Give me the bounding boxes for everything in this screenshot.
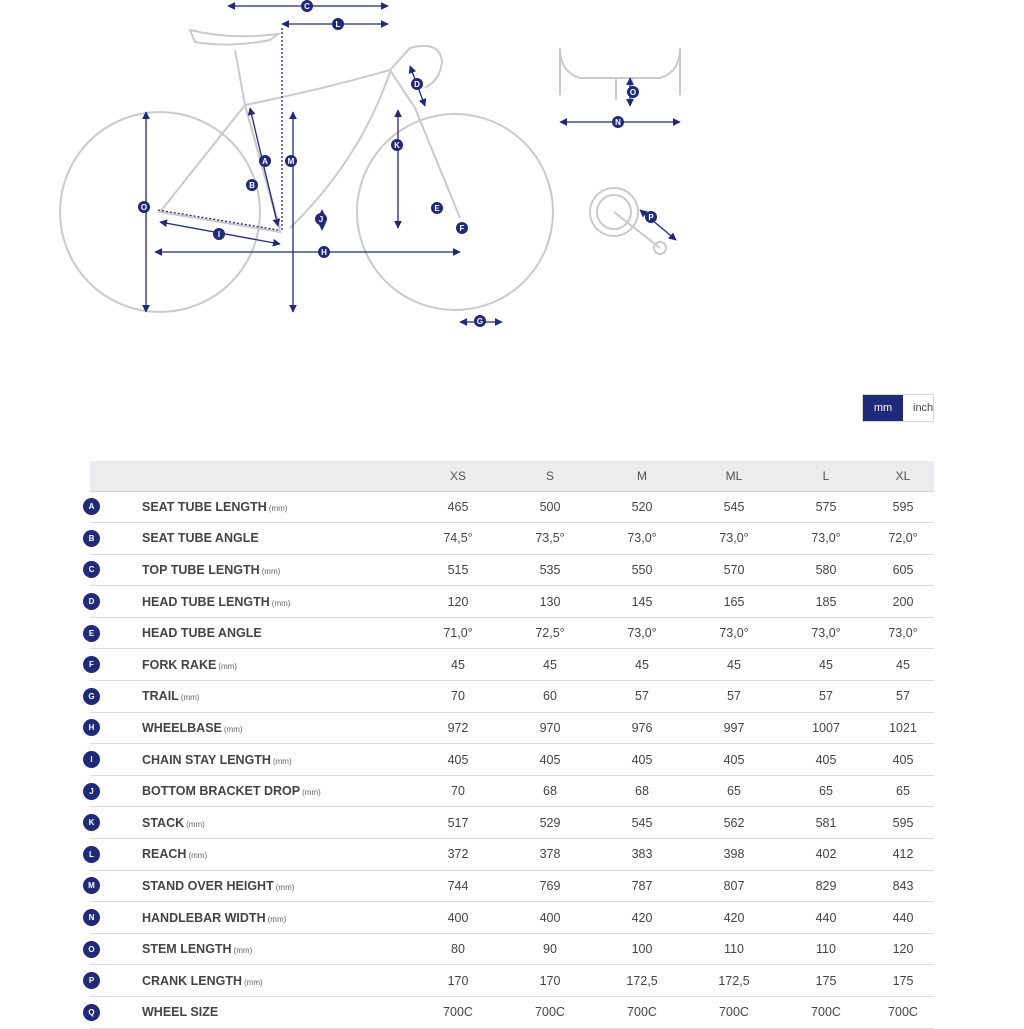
value-cell-xs: 405	[412, 744, 504, 776]
value-cell-m: 145	[596, 586, 688, 618]
table-row	[90, 744, 934, 776]
value-cell-m: 172,5	[596, 965, 688, 997]
header-blank	[90, 461, 142, 491]
unit-mm-button[interactable]: mm	[863, 395, 903, 421]
value-cell-ml: 700C	[688, 997, 780, 1029]
value-cell-l: 402	[780, 839, 872, 871]
row-name: STAND OVER HEIGHT	[142, 878, 274, 893]
row-name-cell	[142, 933, 412, 965]
value-cell-xl: 412	[872, 839, 934, 871]
value-cell-m: 100	[596, 933, 688, 965]
size-header-row	[90, 461, 934, 491]
row-letter-cell	[90, 491, 142, 523]
row-letter-cell	[90, 554, 142, 586]
row-name: HEAD TUBE ANGLE	[142, 626, 262, 641]
table-row	[90, 523, 934, 555]
value-cell-xs: 120	[412, 586, 504, 618]
row-name: TRAIL	[142, 689, 179, 704]
value-cell-s: 970	[504, 712, 596, 744]
row-name-cell	[142, 617, 412, 649]
row-letter-badge: C	[83, 561, 100, 578]
dimension-label-l: L	[335, 20, 341, 29]
row-letter-cell	[90, 775, 142, 807]
row-name-cell	[142, 586, 412, 618]
value-cell-s: 72,5°	[504, 617, 596, 649]
table-row	[90, 997, 934, 1029]
size-header-s: S	[504, 461, 596, 491]
table-row	[90, 775, 934, 807]
row-name: BOTTOM BRACKET DROP	[142, 784, 301, 799]
row-letter-badge: K	[83, 814, 100, 831]
row-letter-badge: L	[83, 846, 100, 863]
row-name-cell	[142, 681, 412, 713]
value-cell-s: 68	[504, 775, 596, 807]
row-letter-cell	[90, 744, 142, 776]
value-cell-xl: 175	[872, 965, 934, 997]
row-unit: (mm)	[180, 693, 200, 703]
row-unit: (mm)	[186, 819, 205, 829]
value-cell-m: 57	[596, 681, 688, 713]
row-name: STACK	[142, 815, 185, 830]
row-name-cell	[142, 870, 412, 902]
value-cell-l: 185	[780, 586, 872, 618]
value-cell-m: 383	[596, 839, 688, 871]
value-cell-s: 535	[504, 554, 596, 586]
value-cell-l: 405	[780, 744, 872, 776]
value-cell-l: 45	[780, 649, 872, 681]
row-unit: (mm)	[223, 724, 243, 734]
value-cell-ml: 73,0°	[688, 617, 780, 649]
table-row	[90, 839, 934, 871]
bike-outline	[60, 30, 680, 312]
value-cell-m: 73,0°	[596, 617, 688, 649]
value-cell-l: 700C	[780, 997, 872, 1029]
dimension-label-o: O	[140, 203, 148, 212]
row-name-cell	[142, 775, 412, 807]
table-row	[90, 586, 934, 618]
row-letter-badge: E	[83, 625, 100, 642]
value-cell-xs: 70	[412, 681, 504, 713]
row-name-cell	[142, 491, 412, 523]
value-cell-xl: 120	[872, 933, 934, 965]
value-cell-s: 500	[504, 491, 596, 523]
value-cell-l: 73,0°	[780, 523, 872, 555]
dimension-label-e: E	[434, 204, 440, 213]
row-name: HANDLEBAR WIDTH	[142, 910, 266, 925]
value-cell-xl: 1021	[872, 712, 934, 744]
value-cell-xs: 972	[412, 712, 504, 744]
row-name: STEM LENGTH	[142, 942, 232, 957]
value-cell-xs: 45	[412, 649, 504, 681]
row-letter-badge: M	[83, 877, 100, 894]
row-letter-cell	[90, 870, 142, 902]
value-cell-xs: 517	[412, 807, 504, 839]
value-cell-ml: 570	[688, 554, 780, 586]
value-cell-s: 405	[504, 744, 596, 776]
value-cell-s: 73,5°	[504, 523, 596, 555]
value-cell-ml: 165	[688, 586, 780, 618]
size-header-xl: XL	[872, 461, 934, 491]
row-letter-cell	[90, 997, 142, 1029]
row-letter-badge: P	[83, 972, 100, 989]
row-letter-cell	[90, 523, 142, 555]
value-cell-ml: 57	[688, 681, 780, 713]
value-cell-xl: 65	[872, 775, 934, 807]
value-cell-s: 529	[504, 807, 596, 839]
dimension-label-j: J	[318, 215, 324, 224]
value-cell-ml: 65	[688, 775, 780, 807]
table-row	[90, 681, 934, 713]
row-name-cell	[142, 712, 412, 744]
row-unit: (mm)	[271, 598, 291, 608]
value-cell-m: 550	[596, 554, 688, 586]
row-name-cell	[142, 997, 412, 1029]
dimension-label-f: F	[459, 224, 465, 233]
row-letter-cell	[90, 933, 142, 965]
value-cell-m: 45	[596, 649, 688, 681]
value-cell-ml: 45	[688, 649, 780, 681]
value-cell-xs: 372	[412, 839, 504, 871]
value-cell-m: 787	[596, 870, 688, 902]
value-cell-l: 440	[780, 902, 872, 934]
dimension-label-d: D	[414, 80, 420, 89]
bike-geometry-diagram	[0, 0, 1024, 340]
row-name: CRANK LENGTH	[142, 973, 242, 988]
value-cell-xl: 45	[872, 649, 934, 681]
row-letter-cell	[90, 807, 142, 839]
value-cell-xs: 70	[412, 775, 504, 807]
table-row	[90, 712, 934, 744]
row-letter-cell	[90, 681, 142, 713]
value-cell-xs: 71,0°	[412, 617, 504, 649]
size-header-m: M	[596, 461, 688, 491]
value-cell-ml: 420	[688, 902, 780, 934]
row-letter-badge: H	[83, 719, 100, 736]
row-letter-badge: J	[83, 783, 100, 800]
dimension-label-o: O	[629, 88, 637, 97]
row-name-cell	[142, 649, 412, 681]
value-cell-m: 405	[596, 744, 688, 776]
table-row	[90, 807, 934, 839]
value-cell-m: 700C	[596, 997, 688, 1029]
row-letter-cell	[90, 586, 142, 618]
dimension-label-n: N	[615, 118, 621, 127]
row-letter-badge: I	[83, 751, 100, 768]
value-cell-xs: 80	[412, 933, 504, 965]
row-letter-badge: D	[83, 593, 100, 610]
value-cell-s: 700C	[504, 997, 596, 1029]
table-row	[90, 870, 934, 902]
value-cell-s: 400	[504, 902, 596, 934]
value-cell-xs: 515	[412, 554, 504, 586]
row-name: FORK RAKE	[142, 657, 217, 672]
dimension-label-c: C	[304, 2, 310, 11]
dimension-label-b: B	[249, 181, 255, 190]
row-name-cell	[142, 807, 412, 839]
row-unit: (mm)	[233, 946, 253, 956]
row-name: SEAT TUBE LENGTH	[142, 499, 267, 514]
value-cell-xl: 200	[872, 586, 934, 618]
value-cell-xl: 405	[872, 744, 934, 776]
row-letter-badge: B	[83, 530, 100, 547]
value-cell-l: 1007	[780, 712, 872, 744]
table-row	[90, 617, 934, 649]
row-unit: (mm)	[218, 661, 237, 671]
row-name: CHAIN STAY LENGTH	[142, 752, 271, 767]
row-name-cell	[142, 554, 412, 586]
table-row	[90, 554, 934, 586]
table-row	[90, 933, 934, 965]
row-name-cell	[142, 965, 412, 997]
value-cell-l: 57	[780, 681, 872, 713]
row-letter-cell	[90, 617, 142, 649]
value-cell-xl: 595	[872, 491, 934, 523]
row-unit: (mm)	[267, 914, 287, 924]
dimension-label-g: G	[476, 317, 484, 326]
value-cell-l: 73,0°	[780, 617, 872, 649]
dimension-label-h: H	[321, 248, 327, 257]
row-name: WHEELBASE	[142, 720, 222, 735]
value-cell-xl: 440	[872, 902, 934, 934]
value-cell-xs: 700C	[412, 997, 504, 1029]
dimension-label-p: P	[648, 213, 654, 222]
row-unit: (mm)	[268, 503, 288, 513]
value-cell-s: 378	[504, 839, 596, 871]
value-cell-ml: 997	[688, 712, 780, 744]
row-name-cell	[142, 523, 412, 555]
row-letter-badge: G	[83, 688, 100, 705]
value-cell-s: 130	[504, 586, 596, 618]
row-name: REACH	[142, 847, 187, 862]
value-cell-ml: 562	[688, 807, 780, 839]
row-letter-cell	[90, 649, 142, 681]
row-unit: (mm)	[244, 977, 263, 987]
value-cell-xs: 465	[412, 491, 504, 523]
row-letter-cell	[90, 902, 142, 934]
value-cell-l: 175	[780, 965, 872, 997]
value-cell-m: 68	[596, 775, 688, 807]
value-cell-ml: 172,5	[688, 965, 780, 997]
row-letter-cell	[90, 712, 142, 744]
value-cell-l: 581	[780, 807, 872, 839]
value-cell-ml: 398	[688, 839, 780, 871]
value-cell-xs: 170	[412, 965, 504, 997]
size-header-ml: ML	[688, 461, 780, 491]
dimension-lines	[146, 6, 680, 322]
row-name: WHEEL SIZE	[142, 1005, 219, 1020]
value-cell-xl: 57	[872, 681, 934, 713]
value-cell-l: 65	[780, 775, 872, 807]
value-cell-m: 545	[596, 807, 688, 839]
row-unit: (mm)	[188, 851, 208, 861]
geometry-table	[90, 461, 934, 1029]
value-cell-l: 575	[780, 491, 872, 523]
table-row	[90, 965, 934, 997]
header-blank	[142, 461, 412, 491]
row-unit: (mm)	[261, 566, 281, 576]
row-letter-badge: Q	[83, 1004, 100, 1021]
dimension-label-a: A	[262, 157, 268, 166]
value-cell-xl: 595	[872, 807, 934, 839]
value-cell-xs: 400	[412, 902, 504, 934]
value-cell-m: 976	[596, 712, 688, 744]
value-cell-xl: 843	[872, 870, 934, 902]
value-cell-xs: 744	[412, 870, 504, 902]
value-cell-xl: 700C	[872, 997, 934, 1029]
row-name: SEAT TUBE ANGLE	[142, 531, 259, 546]
row-unit: (mm)	[275, 882, 295, 892]
value-cell-m: 520	[596, 491, 688, 523]
table-row	[90, 902, 934, 934]
value-cell-l: 829	[780, 870, 872, 902]
row-letter-badge: O	[83, 941, 100, 958]
value-cell-s: 45	[504, 649, 596, 681]
value-cell-ml: 73,0°	[688, 523, 780, 555]
value-cell-s: 90	[504, 933, 596, 965]
value-cell-xl: 73,0°	[872, 617, 934, 649]
row-letter-badge: N	[83, 909, 100, 926]
value-cell-ml: 405	[688, 744, 780, 776]
row-name: TOP TUBE LENGTH	[142, 562, 260, 577]
row-name: HEAD TUBE LENGTH	[142, 594, 270, 609]
dimension-label-i: I	[217, 230, 221, 239]
row-letter-cell	[90, 965, 142, 997]
unit-toggle[interactable]	[862, 394, 934, 422]
row-name-cell	[142, 744, 412, 776]
table-row	[90, 491, 934, 523]
value-cell-s: 170	[504, 965, 596, 997]
row-letter-cell	[90, 839, 142, 871]
value-cell-ml: 110	[688, 933, 780, 965]
table-row	[90, 649, 934, 681]
row-letter-badge: F	[83, 656, 100, 673]
value-cell-xl: 605	[872, 554, 934, 586]
value-cell-m: 420	[596, 902, 688, 934]
value-cell-ml: 545	[688, 491, 780, 523]
row-unit: (mm)	[302, 788, 321, 798]
value-cell-xl: 72,0°	[872, 523, 934, 555]
row-unit: (mm)	[272, 756, 292, 766]
value-cell-l: 580	[780, 554, 872, 586]
value-cell-m: 73,0°	[596, 523, 688, 555]
value-cell-l: 110	[780, 933, 872, 965]
value-cell-s: 60	[504, 681, 596, 713]
row-name-cell	[142, 839, 412, 871]
unit-inch-button[interactable]: inch	[913, 402, 933, 414]
value-cell-ml: 807	[688, 870, 780, 902]
size-header-xs: XS	[412, 461, 504, 491]
dimension-label-m: M	[287, 157, 295, 166]
row-name-cell	[142, 902, 412, 934]
value-cell-s: 769	[504, 870, 596, 902]
row-letter-badge: A	[83, 498, 100, 515]
dimension-label-k: K	[394, 141, 400, 150]
size-header-l: L	[780, 461, 872, 491]
value-cell-xs: 74,5°	[412, 523, 504, 555]
